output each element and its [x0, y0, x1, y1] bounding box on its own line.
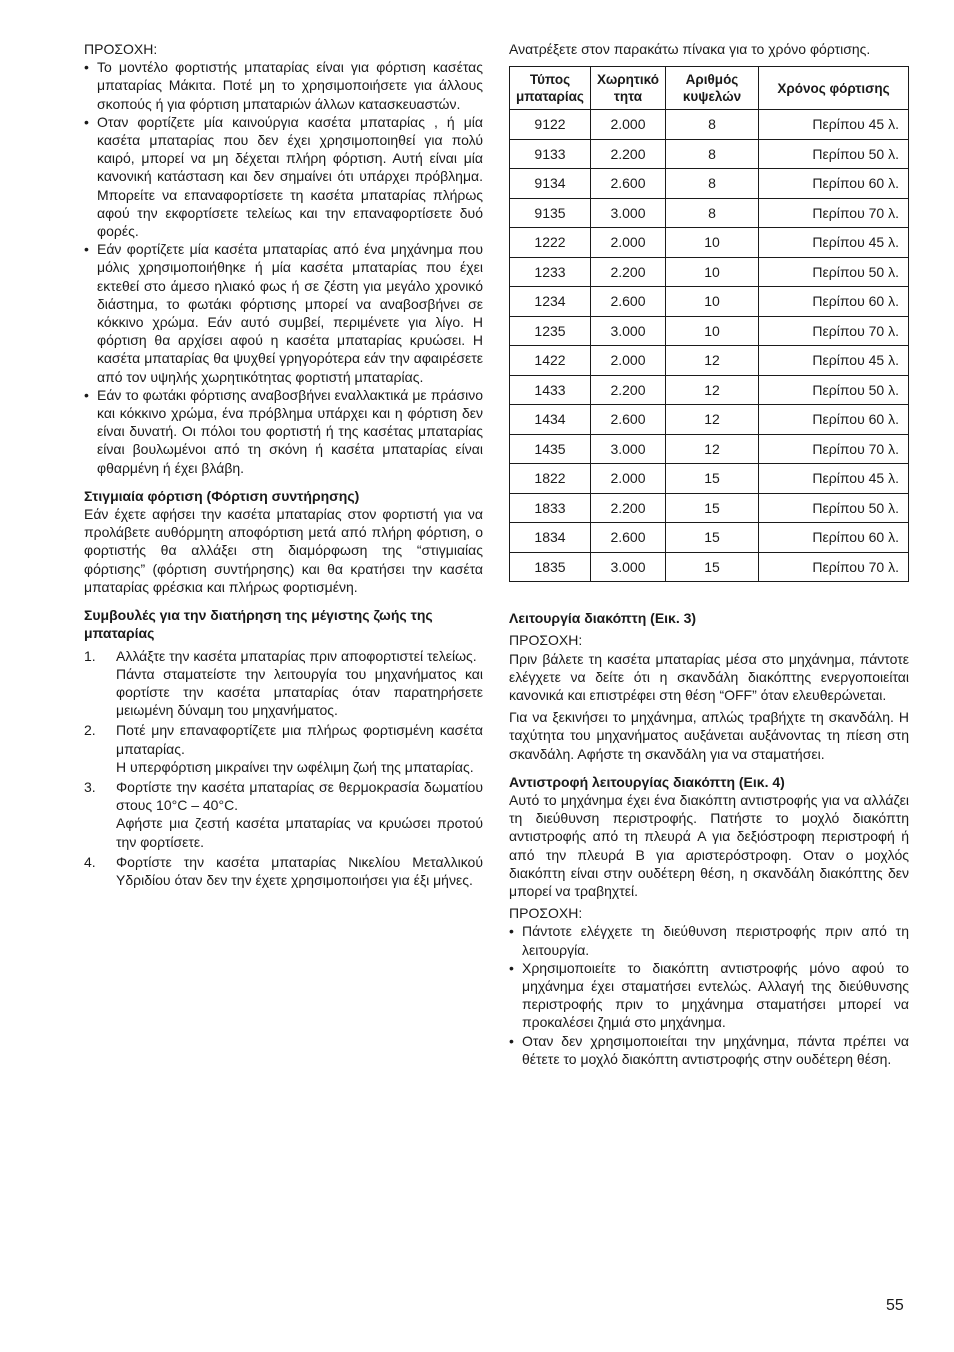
cell-cells: 12: [666, 346, 759, 376]
table-row: [510, 464, 909, 494]
cell-cells: 12: [666, 434, 759, 464]
cell-capacity: 2.000: [591, 228, 666, 258]
cell-charging-time: Περίπου 45 λ.: [759, 464, 909, 494]
right-column: [509, 40, 909, 1068]
cell-battery-type: 1835: [510, 552, 591, 582]
table-row: [510, 198, 909, 228]
cell-battery-type: 1435: [510, 434, 591, 464]
tip-number: 2.: [84, 722, 96, 739]
table-header-row: [510, 67, 909, 110]
caution-bullet: • Οταν δεν χρησιμοποιείται την μηχάνημα, πάντα πρέπει να θέτετε το μοχλό διακόπτη αντιστροφής στην ουδέτερη θέση.: [509, 1032, 909, 1068]
cell-cells: 15: [666, 552, 759, 582]
cell-capacity: 2.200: [591, 139, 666, 169]
header-charging-time: Χρόνος φόρτισης: [759, 67, 909, 110]
cell-charging-time: Περίπου 70 λ.: [759, 316, 909, 346]
cell-charging-time: Περίπου 50 λ.: [759, 375, 909, 405]
cell-battery-type: 9134: [510, 169, 591, 199]
cell-capacity: 3.000: [591, 198, 666, 228]
table-row: [510, 552, 909, 582]
table-row: [510, 257, 909, 287]
cell-cells: 12: [666, 375, 759, 405]
table-row: [510, 434, 909, 464]
cell-charging-time: Περίπου 60 λ.: [759, 405, 909, 435]
tip-number: 4.: [84, 853, 96, 870]
switch-text: Για να ξεκινήσει το μηχάνημα, απλώς τραβήχτε τη σκανδάλη. Η ταχύτητα του μηχανήματος αυξάνεται αυξάνοντας τη πίεση στη σκανδάλη. Αφήστε τη σκανδάλη για να σταματήσει.: [509, 709, 909, 762]
cell-cells: 10: [666, 316, 759, 346]
cell-battery-type: 1234: [510, 287, 591, 317]
switch-caution-text: Πριν βάλετε τη κασέτα μπαταρίας μέσα στο μηχάνημα, πάντοτε ελέγχετε να δείτε ότι η σκανδάλη διακόπτης ενεργοποιείται κανονικά και επιστρέφει στη θέση “OFF” όταν ελευθερώνεται.: [509, 650, 909, 704]
cell-cells: 8: [666, 110, 759, 140]
caution-bullet: • Εάν φορτίζετε μία κασέτα μπαταρίας από ένα μηχάνημα που μόλις χρησιμοποιήθηκε ή μία κασέτα μπαταρίας που έχει εκτεθεί στο άμεσο ηλιακό φως ή σε ζέστη για μεγάλο χρονικό διάστημα, το φωτάκι φόρτισης μπορεί να αναβοσβήνει σε κόκκινο χρώμα. Εάν αυτό συμβεί, περιμένετε για λίγο. Η φόρτιση θα αρχίσει αφού η κασέτα μπαταρίας κρυώσει. Η κασέτα μπαταρίας θα ψυχθεί γρηγορότερα εάν την αφαιρέσετε από τον υψηλής χωρητικότητας φορτιστή μπαταρίας.: [84, 240, 483, 386]
cell-capacity: 2.000: [591, 464, 666, 494]
cell-capacity: 2.200: [591, 375, 666, 405]
table-row: [510, 139, 909, 169]
charging-time-table: [509, 66, 909, 582]
tip-number: 1.: [84, 647, 96, 664]
cell-charging-time: Περίπου 70 λ.: [759, 434, 909, 464]
cell-charging-time: Περίπου 45 λ.: [759, 346, 909, 376]
cell-battery-type: 1235: [510, 316, 591, 346]
tip-text: Αφήστε μια ζεστή κασέτα μπαταρίας να κρυώσει προτού την φορτίσετε.: [116, 815, 483, 850]
cell-charging-time: Περίπου 60 λ.: [759, 287, 909, 317]
cell-cells: 15: [666, 493, 759, 523]
tip-item: [84, 721, 483, 776]
left-column: [84, 40, 483, 889]
cell-capacity: 3.000: [591, 316, 666, 346]
caution-bullet: • Το μοντέλο φορτιστής μπαταρίας είναι για φόρτιση κασέτας μπαταρίας Μάκιτα. Ποτέ μη το χρησιμοποιήσετε για άλλους σκοπούς ή για φόρτιση μπαταριών άλλων κατασκευαστών.: [84, 58, 483, 113]
cell-cells: 8: [666, 169, 759, 199]
cell-charging-time: Περίπου 60 λ.: [759, 169, 909, 199]
table-row: [510, 287, 909, 317]
tip-text: Ποτέ μην επαναφορτίζετε μια πλήρως φορτισμένη κασέτα μπαταρίας.: [116, 722, 483, 757]
tip-item: [84, 647, 483, 720]
reverse-caution-list: [509, 922, 909, 1068]
cell-battery-type: 1833: [510, 493, 591, 523]
cell-battery-type: 1822: [510, 464, 591, 494]
caution-bullet: • Οταν φορτίζετε μία καινούργια κασέτα μπαταρίας , ή μία κασέτα μπαταρίας που δεν έχει χρησιμοποιηθεί για πολύ καιρό, μπορεί να μη δέχεται πλήρη φόρτιση. Αυτή είναι μία κανονική κατάσταση και δεν σημαίνει ότι υπάρχει πρόβλημα. Μπορείτε να επαναφορτίσετε τη κασέτα μπαταρίας πλήρως αφού την εκφορτίσετε τελείως και την επαναφορτίσετε δυό φορές.: [84, 113, 483, 240]
cell-cells: 8: [666, 198, 759, 228]
cell-capacity: 2.200: [591, 493, 666, 523]
tip-text: Φορτίστε την κασέτα μπαταρίας Νικελίου Μεταλλικού Υδριδίου όταν δεν την έχετε χρησιμοποιήσει για έξι μήνες.: [116, 853, 483, 888]
cell-capacity: 3.000: [591, 552, 666, 582]
trickle-charge-text: Εάν έχετε αφήσει την κασέτα μπαταρίας στον φορτιστή για να προλάβετε αυθόρμητη αποφόρτιση μετά από πλήρη φόρτιση, ο φορτιστής θα αλλάξει στη διαμόρφωση της “στιγμιαίας φόρτισης” (φόρτιση συντήρησης) και θα κρατήσει την κασέτα μπαταρίας φρέσκια και πλήρως φορτισμένη.: [84, 506, 483, 595]
cell-cells: 10: [666, 257, 759, 287]
tip-item: [84, 778, 483, 851]
cell-battery-type: 1222: [510, 228, 591, 258]
cell-battery-type: 1233: [510, 257, 591, 287]
cell-capacity: 2.200: [591, 257, 666, 287]
table-row: [510, 169, 909, 199]
caution-label: ΠΡΟΣΟΧΗ:: [84, 41, 158, 57]
reverse-switch-heading: Αντιστροφή λειτουργίας διακόπτη (Εικ. 4): [509, 773, 785, 790]
caution-label: ΠΡΟΣΟΧΗ:: [509, 632, 583, 649]
switch-action-heading: Λειτουργία διακόπτη (Εικ. 3): [509, 610, 697, 627]
caution-bullet: • Πάντοτε ελέγχετε τη διεύθυνση περιστροφής πριν από τη λειτουργία.: [509, 922, 909, 958]
cell-capacity: 3.000: [591, 434, 666, 464]
tip-text: Φορτίστε την κασέτα μπαταρίας σε θερμοκρασία δωματίου στους 10°C – 40°C.: [116, 778, 483, 814]
caution-bullet: • Εάν το φωτάκι φόρτισης αναβοσβήνει εναλλακτικά με πράσινο και κόκκινο χρώμα, ένα πρόβλημα υπάρχει και η φόρτιση δεν είναι δυνατή. Οι πόλοι του φορτιστή ή της κασέτας μπαταρίας είναι βουλωμένοι από τη σκόνη ή κασέτα μπαταρίας είναι φθαρμένη ή έχει βλάβη.: [84, 386, 483, 477]
header-capacity: Χωρητικό τητα: [591, 67, 666, 110]
table-intro: Ανατρέξετε στον παρακάτω πίνακα για το χρόνο φόρτισης.: [509, 41, 871, 57]
cell-cells: 15: [666, 464, 759, 494]
cell-charging-time: Περίπου 70 λ.: [759, 198, 909, 228]
table-row: [510, 346, 909, 376]
cell-battery-type: 1422: [510, 346, 591, 376]
tip-number: 3.: [84, 778, 96, 795]
battery-tips-list: [84, 647, 483, 890]
cell-charging-time: Περίπου 60 λ.: [759, 523, 909, 553]
trickle-charge-heading: Στιγμιαία φόρτιση (Φόρτιση συντήρησης): [84, 487, 360, 504]
cell-charging-time: Περίπου 70 λ.: [759, 552, 909, 582]
cell-charging-time: Περίπου 50 λ.: [759, 139, 909, 169]
header-battery-type: Τύπος μπαταρίας: [510, 67, 591, 110]
cell-charging-time: Περίπου 50 λ.: [759, 493, 909, 523]
caution-bullet: • Χρησιμοποιείτε το διακόπτη αντιστροφής μόνο αφού το μηχάνημα έχει σταματήσει εντελώς. Αλλαγή της διεύθυνσης περιστροφής πριν το μηχάνημα σταματήσει μπορεί να προκαλέσει ζημιά στο μηχάνημα.: [509, 959, 909, 1032]
header-cells: Αριθμός κυψελών: [666, 67, 759, 110]
cell-capacity: 2.000: [591, 110, 666, 140]
battery-tips-heading: Συμβουλές για την διατήρηση της μέγιστης ζωής της μπαταρίας: [84, 607, 433, 642]
cell-capacity: 2.000: [591, 346, 666, 376]
cell-cells: 15: [666, 523, 759, 553]
cell-capacity: 2.600: [591, 287, 666, 317]
cell-battery-type: 9135: [510, 198, 591, 228]
table-row: [510, 405, 909, 435]
table-row: [510, 110, 909, 140]
cell-cells: 10: [666, 228, 759, 258]
tip-item: [84, 853, 483, 889]
cell-battery-type: 1434: [510, 405, 591, 435]
caution-label: ΠΡΟΣΟΧΗ:: [509, 905, 583, 922]
tip-text: Πάντα σταματείστε την λειτουργία του μηχανήματος και φορτίστε την κασέτα μπαταρίας όταν παρατηρήσετε μειωμένη δύναμη του μηχανήματος.: [116, 665, 483, 719]
cell-battery-type: 9122: [510, 110, 591, 140]
cell-cells: 10: [666, 287, 759, 317]
tip-text: Η υπερφόρτιση μικραίνει την ωφέλιμη ζωή της μπαταρίας.: [116, 758, 474, 775]
caution-list: [84, 58, 483, 477]
table-row: [510, 493, 909, 523]
table-row: [510, 228, 909, 258]
cell-cells: 8: [666, 139, 759, 169]
cell-battery-type: 9133: [510, 139, 591, 169]
cell-battery-type: 1433: [510, 375, 591, 405]
reverse-switch-text: Αυτό το μηχάνημα έχει ένα διακόπτη αντιστροφής για να αλλάζει τη διεύθυνση περιστροφής. Πατήστε το μοχλό διακόπτη αντιστροφής από τη πλευρά A για δεξιόστροφη περιστροφή ή από την πλευρά B για αριστερόστροφη. Οταν ο μοχλός διακόπτη είναι στην ουδέτερη θέση, η σκανδάλη διακόπτης δεν μπορεί να τραβηχτεί.: [509, 792, 909, 900]
cell-capacity: 2.600: [591, 405, 666, 435]
table-row: [510, 375, 909, 405]
cell-battery-type: 1834: [510, 523, 591, 553]
cell-charging-time: Περίπου 50 λ.: [759, 257, 909, 287]
cell-charging-time: Περίπου 45 λ.: [759, 228, 909, 258]
tip-text: Αλλάξτε την κασέτα μπαταρίας πριν αποφορτιστεί τελείως.: [116, 647, 477, 664]
table-row: [510, 523, 909, 553]
table-row: [510, 316, 909, 346]
cell-cells: 12: [666, 405, 759, 435]
cell-capacity: 2.600: [591, 523, 666, 553]
table-body: [510, 110, 909, 582]
cell-charging-time: Περίπου 45 λ.: [759, 110, 909, 140]
cell-capacity: 2.600: [591, 169, 666, 199]
page-number: 55: [886, 1297, 904, 1314]
